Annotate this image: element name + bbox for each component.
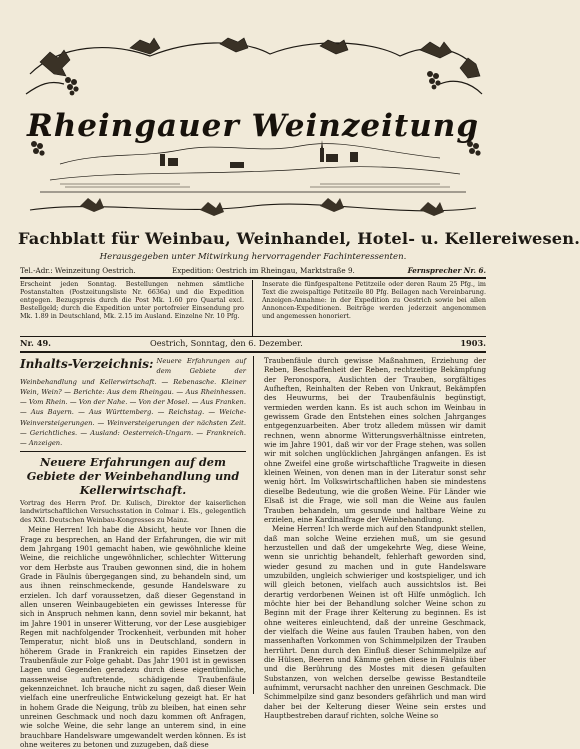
divider [20, 336, 486, 337]
issue-year: 1903. [460, 338, 486, 348]
issue-line [20, 338, 486, 350]
toc-text: Neuere Erfahrungen auf dem Gebiete der Weinbehandlung und Kellerwirtschaft. — Rebenasche. Kleiner Wein, Wein? — Berichte: Aus dem Rheingau. — Aus Rheinhessen. — Vom Rhein. — Von der Nahe. — Von der Mosel. — Aus Franken. — Aus Bayern. — Aus Württemberg. — Reichstag. — Weiche-Weinversteigerungen. — Weinversteigerungen der nächsten Zeit. — Gerichtliches. — Ausland: Oesterreich-Ungarn. — Frankreich. — Anzeigen. [20, 357, 246, 448]
divider [252, 280, 253, 336]
article-paragraph: Meine Herren! Ich habe die Absicht, heute vor Ihnen die Frage zu besprechen, an Hand der Erfahrungen, die wir mit dem Jahrgang 1901 gemacht haben, wie gewöhnliche kleine Weine, die reichliche ungewöhnlicher, schlechter Witterung vor dem Herbste aus Trauben gewonnen sind, die in hohem Grade in Fäulnis übergegangen sind, zu behandeln sind, um aus ihnen reinschmeckende, gesunde Handelsware zu erzielen. Ich darf voraussetzen, daß dieser Gegenstand in allen unseren Weinbaugebieten ein gewisses Interesse für sich in Anspruch nehmen kann, denn soviel mir bekannt, hat im Jahre 1901 in unserer Witterung, vor der Lese ausgiebiger Regen mit nachfolgender Trockenheit, verbunden mit hoher Temperatur, nicht bloß uns in Deutschland, sondern in höherem Grade in Frankreich ein rapides Einsetzen der Traubenfäule zur Folge gehabt. Das Jahr 1901 ist in gewissen Lagen und Gegenden geradezu durch diese eigentümliche, massenweise auftretende, schädigende Traubenfäule gekennzeichnet. Ich brauche nicht zu sagen, daß dieser Wein vielfach eine unerfreuliche Entwickelung gezeigt hat. Er hat in hohem Grade die Neigung, trüb zu bleiben, hat einen sehr unreinen Geschmack und noch dazu kommen oft Anfragen, wie solche Weine, die sehr lange an unterem sind, in eine brauchbare Handelsware umgewandelt werden können. Es ist ohne weiteres zu betonen und zuzugeben, daß diese [20, 525, 246, 749]
telegram-address: Tel.-Adr.: Weinzeitung Oestrich. [20, 266, 136, 275]
masthead [20, 34, 486, 220]
table-of-contents [20, 356, 246, 452]
issue-date: Oestrich, Sonntag, den 6. Dezember. [150, 338, 303, 348]
divider [20, 277, 486, 279]
issue-number: Nr. 49. [20, 338, 51, 348]
article-paragraph: Meine Herren! Ich werde mich auf den Standpunkt stellen, daß man solche Weine erziehen muß, um sie gesund herzustellen und daß der umgekehrte Weg, diese Weine, wenn sie unrichtig behandelt, fehlerhaft geworden sind, wieder gesund zu machen und in gute Handelsware umzubilden, ungleich schwieriger und kostspieliger, und ich will gleich betonen, vielfach auch aussichtslos ist. Bei derartig verdorbenen Weinen ist oft Hilfe unmöglich. Ich möchte hier bei der Behandlung solcher Weine schon zu Beginn mit der Frage ihrer Kelterung zu beginnen. Es ist ohne weiteres einleuchtend, daß der unreine Geschmack, der vielfach die Weine aus faulen Trauben haben, von den massenhaften Vorkommen von Schimmelpilzen der Trauben herrührt. Denn durch den Einfluß dieser Schimmelpilze auf die Hülsen, Beeren und Kämme gehen diese in Fäulnis über und die Berührung des Mostes mit diesen gefaulten Substanzen, von welchen derselbe gewisse Bestandteile aufnimmt, verursacht nachher den unreinen Geschmack. Die Schimmelpilze sind ganz besonders gefährlich und man wird daher bei der Kelterung dieser Weine sein erstes und Hauptbestreben darauf richten, solche Weine so [264, 524, 486, 721]
column-left [20, 356, 246, 749]
toc-title: Inhalts-Verzeichnis: [20, 357, 154, 371]
tagline: Herausgegeben unter Mitwirkung hervorragender Fachinteressenten. [99, 252, 407, 262]
column-right [264, 356, 486, 721]
advertising-info: Inserate die fünfgespaltene Petitzeile oder deren Raum 25 Pfg., im Text die zweispaltige Petitzeile 80 Pfg. Beilagen nach Vereinbarung. Anzeigen-Annahme: in der Expedition zu Oestrich sowie bei allen Annoncen-Expeditionen. Beiträge werden jederzeit angenommen und angemessen honoriert. [262, 280, 486, 320]
divider [20, 351, 486, 353]
subscription-info: Erscheint jeden Sonntag. Bestellungen nehmen sämtliche Postanstalten (Postzeitungsliste Nr. 6636a) und die Expedition entgegen. Bezugspreis durch die Post Mk. 1.60 pro Quartal excl. Bestellgeld; durch die Expedition unter portofreier Einsendung pro Mk. 1.89 in Deutschland, Mk. 2.15 im Ausland. Einzelne Nr. 10 Pfg. [20, 280, 244, 320]
column-divider [253, 356, 254, 694]
article-headline: Neuere Erfahrungen auf dem Gebiete der Weinbehandlung und Kellerwirtschaft. [26, 454, 240, 497]
contact-line [20, 266, 486, 275]
article-byline: Vortrag des Herrn Prof. Dr. Kulisch, Direktor der kaiserlichen landwirtschaftlichen Versuchsstation in Colmar i. Els., gelegentlich des XXI. Deutschen Weinbau-Kongresses zu Mainz. [20, 498, 246, 524]
masthead-title: Rheingauer Weinzeitung [27, 108, 479, 144]
expedition-address: Expedition: Oestrich im Rheingau, Marktstraße 9. [171, 266, 355, 275]
subtitle: Fachblatt für Weinbau, Weinhandel, Hotel- u. Kellereiwesen. [18, 229, 580, 248]
phone-number: Fernsprecher Nr. 6. [407, 266, 486, 275]
article-paragraph: Traubenfäule durch gewisse Maßnahmen, Erziehung der Reben, Beschaffenheit der Reben, rechtzeitige Bekämpfung der Peronospora, Auslichten der Trauben, sorgfältiges Aufheften, Reinhalten der Reben von Unkraut, Bekämpfen des Heuwurms, bei der Traubenfäulnis begünstigt, vermieden werden kann. Es ist auch schon im Weinbau in gewissem Grade den Entstehen eines solchen Jahrganges entgegenzuarbeiten. Aber trotz alledem müssen wir damit rechnen, wenn abnorme Witterungsverhältnisse eintreten, wie im Jahre 1901, daß wir vor der Frage stehen, was sollen wir mit solchen unglücklichen Jahrgängen anfangen. Es ist ohne Zweifel eine große wirtschaftliche Tragweite in diesen kleinen Weinen, von denen man in der Literatur sonst sehr wenig hört. Im Volkswirtschaftlichen haben sie mindestens dieselbe Bedeutung, wie die großen Weine. Für Länder wie Elsaß ist die Frage, wie soll man die Weine aus faulen Trauben behandeln, um gesunde und haltbare Weine zu erzielen, eine Kardinalfrage der Weinbehandlung. [264, 356, 486, 524]
